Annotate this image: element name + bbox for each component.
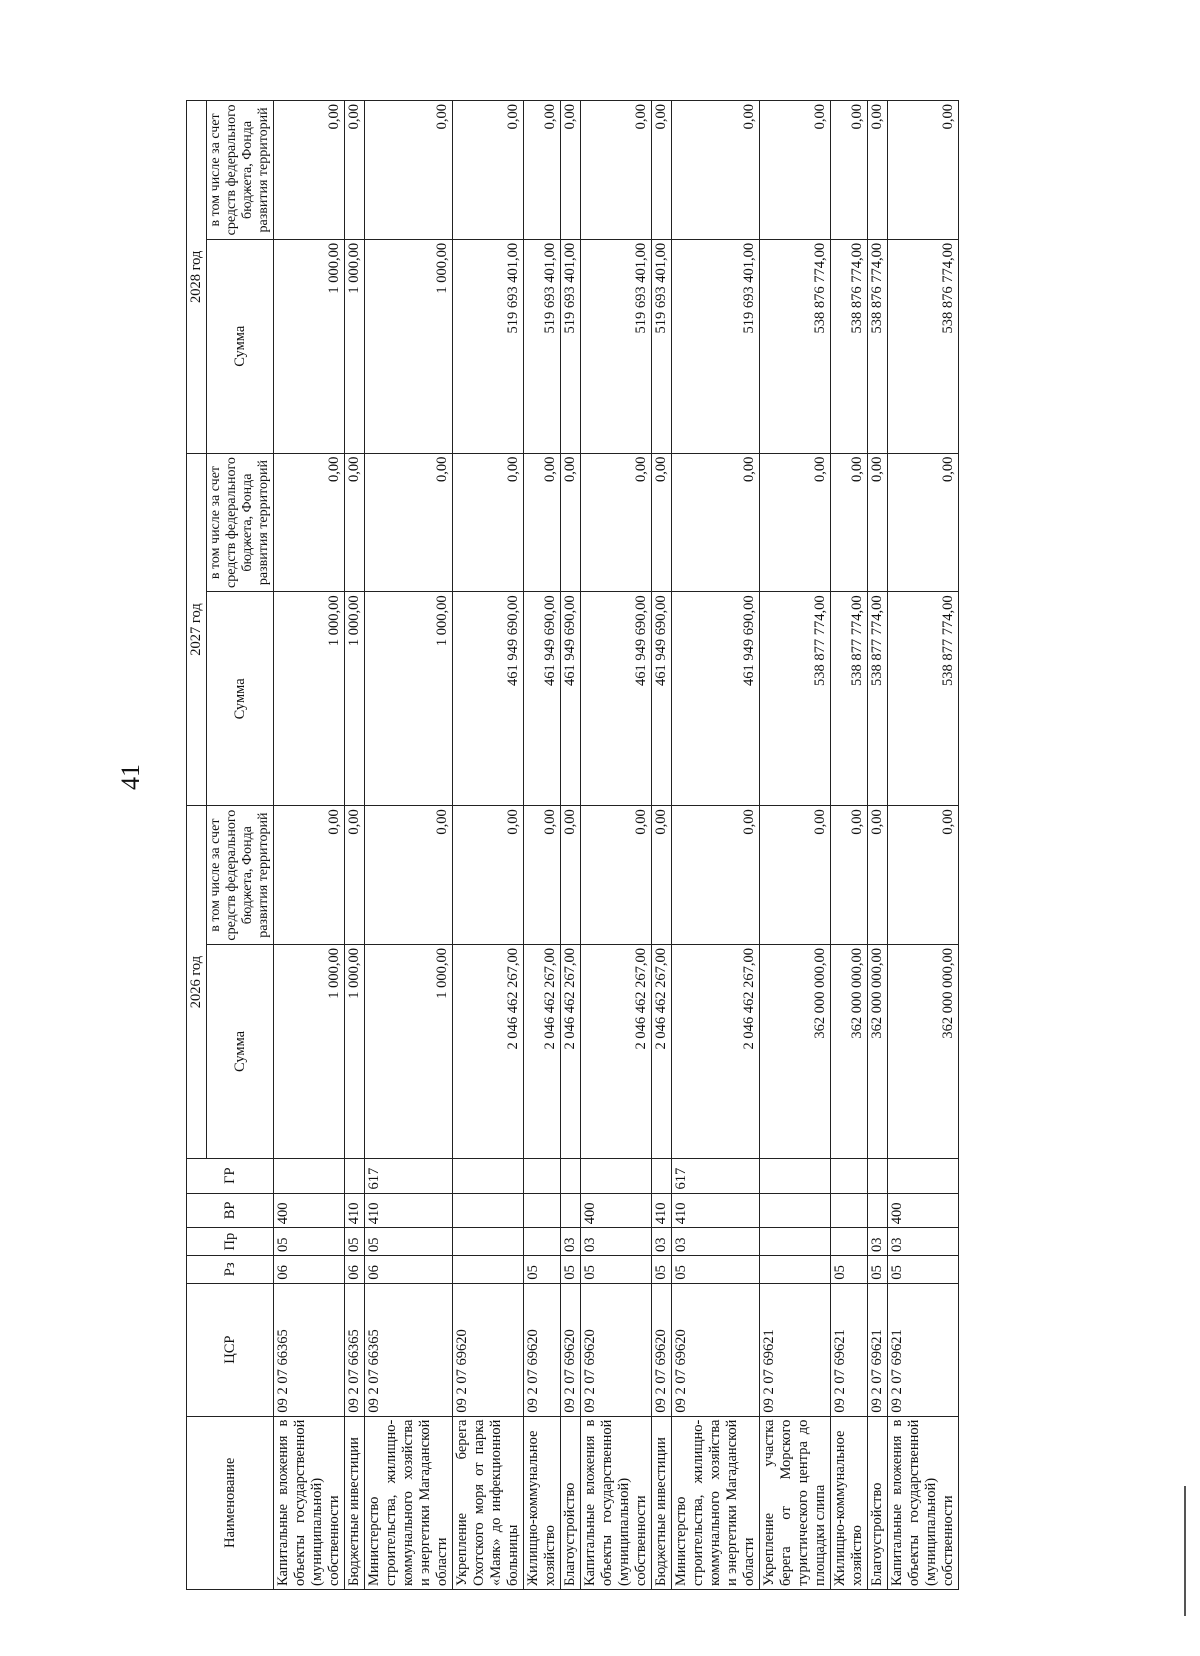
row-csr: 09 2 07 69621	[868, 1283, 888, 1416]
row-pr: 03	[561, 1228, 581, 1256]
row-federal-2026: 0,00	[524, 806, 561, 945]
header-gr: ГР	[187, 1158, 274, 1193]
row-pr	[453, 1228, 524, 1256]
row-sum-2027: 461 949 690,00	[561, 592, 581, 806]
header-csr: ЦСР	[187, 1283, 274, 1416]
row-federal-2027: 0,00	[453, 453, 524, 592]
rotated-table-container	[186, 100, 1136, 1590]
header-sum-2026: Сумма	[207, 945, 274, 1159]
table-row	[581, 101, 652, 1590]
row-csr: 09 2 07 66365	[345, 1283, 365, 1416]
row-rz: 06	[365, 1255, 453, 1283]
header-year-2027: 2027 год	[187, 453, 207, 806]
row-sum-2028: 538 876 774,00	[868, 239, 888, 453]
row-federal-2026: 0,00	[831, 806, 868, 945]
row-sum-2027: 461 949 690,00	[524, 592, 561, 806]
row-pr: 03	[652, 1228, 672, 1256]
header-year-2026: 2026 год	[187, 806, 207, 1159]
row-federal-2027: 0,00	[561, 453, 581, 592]
row-sum-2027: 1 000,00	[274, 592, 345, 806]
row-sum-2028: 519 693 401,00	[561, 239, 581, 453]
row-gr	[453, 1158, 524, 1193]
row-vr: 410	[345, 1193, 365, 1228]
row-sum-2028: 519 693 401,00	[453, 239, 524, 453]
row-pr: 05	[365, 1228, 453, 1256]
row-csr: 09 2 07 69620	[561, 1283, 581, 1416]
row-federal-2026: 0,00	[345, 806, 365, 945]
row-sum-2026: 2 046 462 267,00	[453, 945, 524, 1159]
row-federal-2026: 0,00	[868, 806, 888, 945]
row-vr: 410	[365, 1193, 453, 1228]
row-sum-2027: 538 877 774,00	[831, 592, 868, 806]
table-row	[274, 101, 345, 1590]
row-sum-2027: 1 000,00	[345, 592, 365, 806]
row-csr: 09 2 07 69621	[831, 1283, 868, 1416]
row-name: Укрепление берега Охотского моря от парка «Маяк» до инфекционной больницы	[453, 1416, 524, 1589]
row-name: Министерство строительства, жилищно-коммунального хозяйства и энергетики Магаданской области	[365, 1416, 453, 1589]
row-pr: 05	[274, 1228, 345, 1256]
row-sum-2028: 519 693 401,00	[581, 239, 652, 453]
row-csr: 09 2 07 69620	[581, 1283, 652, 1416]
row-sum-2028: 538 876 774,00	[831, 239, 868, 453]
row-rz: 05	[672, 1255, 760, 1283]
row-sum-2026: 362 000 000,00	[868, 945, 888, 1159]
row-name: Жилищно-коммунальное хозяйство	[524, 1416, 561, 1589]
row-federal-2027: 0,00	[760, 453, 831, 592]
row-federal-2027: 0,00	[831, 453, 868, 592]
table-row	[868, 101, 888, 1590]
row-rz: 06	[345, 1255, 365, 1283]
row-sum-2027: 461 949 690,00	[652, 592, 672, 806]
row-rz: 05	[561, 1255, 581, 1283]
row-pr	[760, 1228, 831, 1256]
row-rz: 05	[868, 1255, 888, 1283]
row-federal-2027: 0,00	[672, 453, 760, 592]
row-federal-2028: 0,00	[760, 101, 831, 240]
row-csr: 09 2 07 69620	[672, 1283, 760, 1416]
row-sum-2027: 461 949 690,00	[581, 592, 652, 806]
row-sum-2028: 538 876 774,00	[888, 239, 959, 453]
row-sum-2028: 538 876 774,00	[760, 239, 831, 453]
row-federal-2028: 0,00	[561, 101, 581, 240]
row-federal-2027: 0,00	[581, 453, 652, 592]
row-gr	[581, 1158, 652, 1193]
row-federal-2028: 0,00	[868, 101, 888, 240]
row-name: Министерство строительства, жилищно-коммунального хозяйства и энергетики Магаданской области	[672, 1416, 760, 1589]
row-federal-2026: 0,00	[652, 806, 672, 945]
row-pr: 03	[581, 1228, 652, 1256]
row-sum-2026: 362 000 000,00	[760, 945, 831, 1159]
row-sum-2026: 2 046 462 267,00	[652, 945, 672, 1159]
row-gr: 617	[365, 1158, 453, 1193]
row-federal-2028: 0,00	[345, 101, 365, 240]
header-federal-2028: в том числе за счет средств федерального бюджета, Фонда развития территорий	[207, 101, 274, 240]
row-federal-2027: 0,00	[524, 453, 561, 592]
row-gr	[652, 1158, 672, 1193]
header-vr: ВР	[187, 1193, 274, 1228]
row-federal-2026: 0,00	[760, 806, 831, 945]
row-vr	[831, 1193, 868, 1228]
row-federal-2028: 0,00	[274, 101, 345, 240]
header-row-years	[187, 101, 207, 1590]
row-sum-2028: 1 000,00	[274, 239, 345, 453]
table-row	[453, 101, 524, 1590]
row-sum-2026: 1 000,00	[365, 945, 453, 1159]
table-row	[672, 101, 760, 1590]
row-gr	[274, 1158, 345, 1193]
header-federal-2026: в том числе за счет средств федерального бюджета, Фонда развития территорий	[207, 806, 274, 945]
row-sum-2026: 2 046 462 267,00	[524, 945, 561, 1159]
budget-table	[186, 100, 959, 1590]
header-sum-2027: Сумма	[207, 592, 274, 806]
table-row	[760, 101, 831, 1590]
row-vr: 400	[581, 1193, 652, 1228]
row-vr	[561, 1193, 581, 1228]
row-sum-2026: 362 000 000,00	[888, 945, 959, 1159]
row-federal-2026: 0,00	[581, 806, 652, 945]
row-sum-2026: 2 046 462 267,00	[581, 945, 652, 1159]
row-pr	[831, 1228, 868, 1256]
row-pr: 03	[868, 1228, 888, 1256]
row-csr: 09 2 07 69620	[524, 1283, 561, 1416]
row-sum-2027: 538 877 774,00	[868, 592, 888, 806]
row-gr	[868, 1158, 888, 1193]
row-name: Жилищно-коммунальное хозяйство	[831, 1416, 868, 1589]
row-rz: 05	[652, 1255, 672, 1283]
row-federal-2026: 0,00	[453, 806, 524, 945]
table-row	[561, 101, 581, 1590]
row-pr: 03	[672, 1228, 760, 1256]
row-sum-2026: 2 046 462 267,00	[561, 945, 581, 1159]
row-csr: 09 2 07 66365	[274, 1283, 345, 1416]
table-row	[345, 101, 365, 1590]
row-federal-2026: 0,00	[672, 806, 760, 945]
row-federal-2028: 0,00	[831, 101, 868, 240]
row-gr	[345, 1158, 365, 1193]
row-federal-2027: 0,00	[868, 453, 888, 592]
row-rz: 06	[274, 1255, 345, 1283]
row-sum-2026: 1 000,00	[345, 945, 365, 1159]
table-row	[888, 101, 959, 1590]
row-csr: 09 2 07 69621	[888, 1283, 959, 1416]
row-sum-2027: 1 000,00	[365, 592, 453, 806]
row-vr: 400	[274, 1193, 345, 1228]
header-sum-2028: Сумма	[207, 239, 274, 453]
row-federal-2028: 0,00	[652, 101, 672, 240]
row-csr: 09 2 07 66365	[365, 1283, 453, 1416]
row-federal-2028: 0,00	[672, 101, 760, 240]
row-sum-2026: 362 000 000,00	[831, 945, 868, 1159]
header-federal-2027: в том числе за счет средств федерального бюджета, Фонда развития территорий	[207, 453, 274, 592]
row-vr	[453, 1193, 524, 1228]
row-name: Укрепление участка берега от Морского туристического центра до площадки слипа	[760, 1416, 831, 1589]
table-row	[524, 101, 561, 1590]
row-csr: 09 2 07 69621	[760, 1283, 831, 1416]
header-year-2028: 2028 год	[187, 101, 207, 454]
row-gr	[524, 1158, 561, 1193]
row-federal-2027: 0,00	[345, 453, 365, 592]
row-sum-2028: 519 693 401,00	[672, 239, 760, 453]
row-vr: 410	[652, 1193, 672, 1228]
row-rz	[453, 1255, 524, 1283]
row-csr: 09 2 07 69620	[453, 1283, 524, 1416]
row-name: Благоустройство	[561, 1416, 581, 1589]
row-federal-2026: 0,00	[561, 806, 581, 945]
row-sum-2027: 538 877 774,00	[888, 592, 959, 806]
row-pr	[524, 1228, 561, 1256]
row-name: Благоустройство	[868, 1416, 888, 1589]
row-name: Бюджетные инвестиции	[345, 1416, 365, 1589]
table-row	[365, 101, 453, 1590]
row-vr	[524, 1193, 561, 1228]
row-vr	[760, 1193, 831, 1228]
row-rz: 05	[831, 1255, 868, 1283]
header-name: Наименование	[187, 1416, 274, 1589]
row-sum-2027: 538 877 774,00	[760, 592, 831, 806]
row-federal-2027: 0,00	[652, 453, 672, 592]
row-name: Капитальные вложения в объекты государственной (муниципальной) собственности	[274, 1416, 345, 1589]
row-vr: 410	[672, 1193, 760, 1228]
table-body	[274, 101, 959, 1590]
row-sum-2028: 1 000,00	[365, 239, 453, 453]
row-gr: 617	[672, 1158, 760, 1193]
row-sum-2027: 461 949 690,00	[672, 592, 760, 806]
table-row	[652, 101, 672, 1590]
row-gr	[831, 1158, 868, 1193]
row-rz	[760, 1255, 831, 1283]
scan-edge-mark	[1184, 1486, 1186, 1616]
row-federal-2028: 0,00	[581, 101, 652, 240]
row-gr	[888, 1158, 959, 1193]
row-name: Капитальные вложения в объекты государственной (муниципальной) собственности	[581, 1416, 652, 1589]
row-rz: 05	[524, 1255, 561, 1283]
row-sum-2028: 519 693 401,00	[652, 239, 672, 453]
row-rz: 05	[581, 1255, 652, 1283]
row-name: Капитальные вложения в объекты государственной (муниципальной) собственности	[888, 1416, 959, 1589]
row-federal-2028: 0,00	[365, 101, 453, 240]
row-federal-2028: 0,00	[888, 101, 959, 240]
row-sum-2026: 2 046 462 267,00	[672, 945, 760, 1159]
row-sum-2027: 461 949 690,00	[453, 592, 524, 806]
row-sum-2028: 519 693 401,00	[524, 239, 561, 453]
table-row	[831, 101, 868, 1590]
row-vr: 400	[888, 1193, 959, 1228]
row-federal-2027: 0,00	[888, 453, 959, 592]
row-pr: 03	[888, 1228, 959, 1256]
row-federal-2028: 0,00	[453, 101, 524, 240]
row-pr: 05	[345, 1228, 365, 1256]
row-rz: 05	[888, 1255, 959, 1283]
page-number: 41	[116, 764, 145, 790]
row-federal-2028: 0,00	[524, 101, 561, 240]
row-csr: 09 2 07 69620	[652, 1283, 672, 1416]
header-rz: Рз	[187, 1255, 274, 1283]
row-federal-2026: 0,00	[888, 806, 959, 945]
row-name: Бюджетные инвестиции	[652, 1416, 672, 1589]
row-federal-2026: 0,00	[365, 806, 453, 945]
row-vr	[868, 1193, 888, 1228]
row-gr	[561, 1158, 581, 1193]
row-gr	[760, 1158, 831, 1193]
row-sum-2026: 1 000,00	[274, 945, 345, 1159]
row-sum-2028: 1 000,00	[345, 239, 365, 453]
row-federal-2026: 0,00	[274, 806, 345, 945]
row-federal-2027: 0,00	[365, 453, 453, 592]
row-federal-2027: 0,00	[274, 453, 345, 592]
header-pr: Пр	[187, 1228, 274, 1256]
